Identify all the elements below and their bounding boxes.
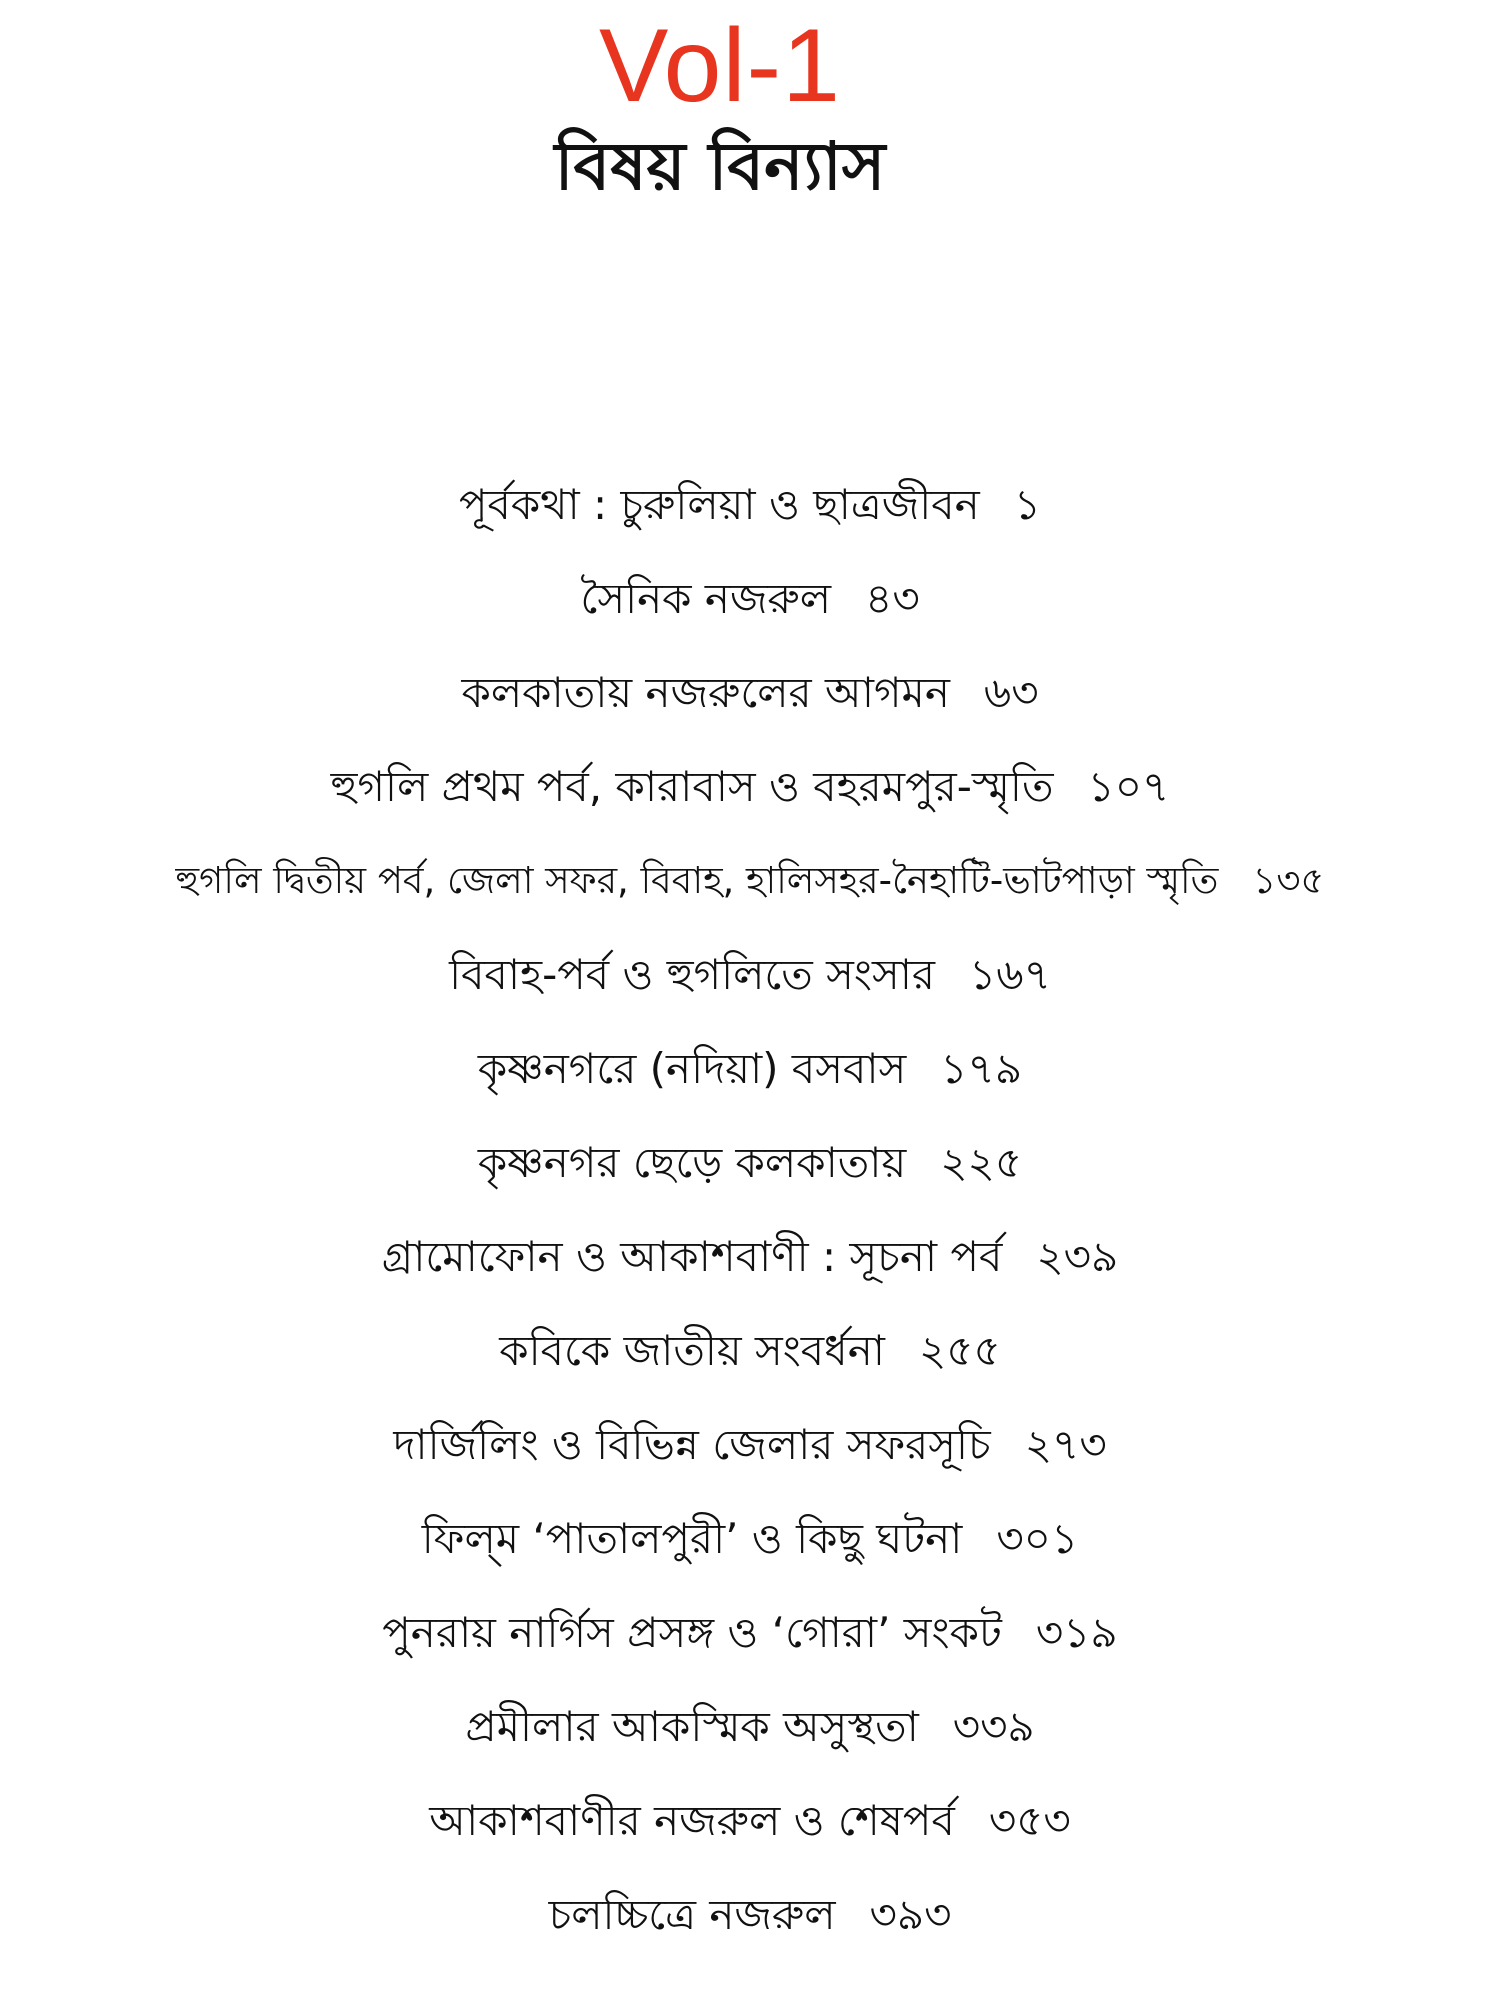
toc-entry	[0, 552, 1500, 646]
toc-entry-page: ১৩৫	[1252, 859, 1325, 902]
toc-entry	[0, 928, 1500, 1022]
toc-entry-page: ২৫৫	[918, 1326, 1001, 1375]
toc-entry-page: ২৭৩	[1024, 1420, 1107, 1469]
toc-entry	[0, 1586, 1500, 1680]
toc-entry-page: ৩৫৩	[988, 1796, 1071, 1845]
toc-entry-title: প্রমীলার আকস্মিক অসুস্থতা	[465, 1702, 919, 1751]
toc-entry-title: কৃষ্ণনগরে (নদিয়া) বসবাস	[477, 1044, 907, 1093]
toc-entry	[0, 1022, 1500, 1116]
toc-entry	[0, 458, 1500, 552]
contents-heading: বিষয় বিন্যাস	[554, 128, 886, 205]
toc-entry	[0, 1868, 1500, 1962]
toc-entry	[0, 1680, 1500, 1774]
toc-entry-page: ২২৫	[940, 1138, 1023, 1187]
toc-entry-page: ২৩৯	[1036, 1232, 1119, 1281]
toc-entry-page: ১	[1013, 480, 1042, 529]
toc-entry-page: ১০৭	[1087, 762, 1170, 811]
toc-entry	[0, 1398, 1500, 1492]
toc-entry	[0, 1492, 1500, 1586]
toc-entry-page: ৬৩	[983, 668, 1039, 717]
table-of-contents	[0, 458, 1500, 1962]
toc-entry	[0, 1116, 1500, 1210]
toc-entry-page: ৩১৯	[1035, 1608, 1118, 1657]
toc-entry-page: ৪৩	[865, 574, 920, 623]
toc-entry-title: কলকাতায় নজরুলের আগমন	[461, 668, 950, 717]
volume-label: Vol-1	[598, 8, 842, 124]
toc-entry-title: ফিল্‌ম ‘পাতালপুরী’ ও কিছু ঘটনা	[421, 1514, 963, 1563]
toc-entry	[0, 1774, 1500, 1868]
toc-entry	[0, 1304, 1500, 1398]
toc-entry-page: ৩০১	[996, 1514, 1079, 1563]
toc-entry-title: কবিকে জাতীয় সংবর্ধনা	[499, 1326, 885, 1375]
toc-entry-title: বিবাহ-পর্ব ও হুগলিতে সংসার	[449, 950, 936, 999]
toc-entry-title: আকাশবাণীর নজরুল ও শেষপর্ব	[429, 1796, 955, 1845]
toc-entry-title: সৈনিক নজরুল	[580, 574, 832, 623]
toc-entry-page: ১৬৭	[969, 950, 1051, 999]
toc-entry-title: কৃষ্ণনগর ছেড়ে কলকাতায়	[477, 1138, 907, 1187]
toc-entry-page: ১৭৯	[940, 1044, 1023, 1093]
toc-entry	[0, 646, 1500, 740]
toc-entry-title: হুগলি প্রথম পর্ব, কারাবাস ও বহরমপুর-স্মৃতি	[330, 762, 1054, 811]
toc-entry-title: দার্জিলিং ও বিভিন্ন জেলার সফরসূচি	[393, 1420, 991, 1469]
toc-entry	[0, 834, 1500, 928]
toc-entry-title: পূর্বকথা : চুরুলিয়া ও ছাত্রজীবন	[458, 480, 980, 529]
toc-entry-title: চলচ্চিত্রে নজরুল	[548, 1890, 836, 1939]
toc-entry	[0, 740, 1500, 834]
toc-entry-title: হুগলি দ্বিতীয় পর্ব, জেলা সফর, বিবাহ, হালিসহর-নৈহাটি-ভাটপাড়া স্মৃতি	[175, 859, 1219, 902]
toc-entry-title: গ্রামোফোন ও আকাশবাণী : সূচনা পর্ব	[381, 1232, 1003, 1281]
toc-entry	[0, 1210, 1500, 1304]
toc-entry-page: ৩৩৯	[952, 1702, 1035, 1751]
toc-entry-title: পুনরায় নার্গিস প্রসঙ্গ ও ‘গোরা’ সংকট	[382, 1608, 1002, 1657]
toc-entry-page: ৩৯৩	[869, 1890, 952, 1939]
